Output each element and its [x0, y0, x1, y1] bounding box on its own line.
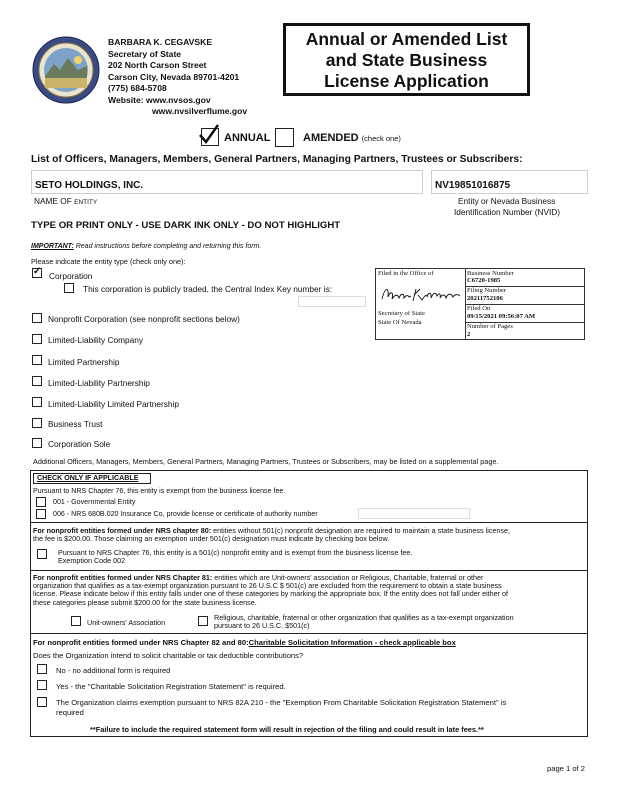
filed-on: 09/15/2021 09:56:07 AM	[467, 313, 536, 320]
sole-label: Corporation Sole	[48, 439, 111, 449]
filing-number: 20211752186	[467, 295, 503, 302]
nvid-label-2: Identification Number (NVID)	[454, 207, 561, 217]
list-heading: List of Officers, Managers, Members, General Partners, Managing Partners, Trustees or Subscribers:	[31, 154, 523, 165]
ch80-501c-checkbox[interactable]	[37, 549, 47, 559]
lp-checkbox[interactable]	[32, 355, 42, 365]
name-of-text: NAME OF	[34, 196, 72, 206]
ch82-heading-prefix: For nonprofit entities formed under NRS Chapter 82 and 80:	[33, 638, 249, 647]
ch81-text-3: license. Please indicate below if this entity falls under one of these categories by marking the appropriate box. If the entity does not fall under either of	[33, 589, 509, 599]
ch80-bold: For nonprofit entities formed under NRS chapter 80:	[33, 526, 212, 535]
llp-checkbox[interactable]	[32, 376, 42, 386]
ch82-heading	[33, 638, 456, 647]
llp-label: Limited-Liability Partnership	[48, 378, 150, 388]
corporation-checkbox[interactable]	[32, 268, 42, 278]
nonprofit-checkbox[interactable]	[32, 313, 42, 323]
pages-label: Number of Pages	[467, 323, 513, 330]
unit-owners-checkbox[interactable]	[71, 616, 81, 626]
stamp-state: State Of Nevada	[378, 319, 422, 326]
ch80-option	[58, 549, 578, 566]
religious-label	[214, 614, 584, 631]
entity-text: ENTITY	[74, 199, 98, 206]
ch82-exempt-checkbox[interactable]	[37, 697, 47, 707]
trust-label: Business Trust	[48, 419, 103, 429]
central-index-key-field[interactable]	[298, 296, 366, 307]
divider-ch81	[30, 570, 588, 571]
lllp-checkbox[interactable]	[32, 397, 42, 407]
annual-checkbox[interactable]	[201, 128, 219, 146]
ch82-exempt-line-1: The Organization claims exemption pursuant to NRS 82A 210 - the "Exemption From Charitable Solicitation Registration Statement" is	[56, 698, 507, 707]
religious-line-2: pursuant to 26 U.S.C. $501(c)	[214, 621, 310, 631]
ch82-exempt-label	[56, 698, 586, 717]
nvid-value: NV19851016875	[435, 180, 511, 191]
divider-ch80	[30, 522, 588, 523]
ch80-text-1: entities without 501(c) nonprofit designation are required to maintain a state business license,	[211, 526, 510, 535]
annual-label: ANNUAL	[224, 132, 271, 144]
amended-text: AMENDED	[303, 132, 359, 144]
ch82-heading-underlined: Charitable Solicitation Information - check applicable box	[248, 638, 456, 647]
amended-label	[303, 132, 401, 144]
sos-phone: (775) 684-5708	[108, 83, 167, 93]
governmental-checkbox[interactable]	[36, 497, 46, 507]
ch81-text-1: entities which are Unit-owners' association or Religious, Charitable, fraternal or other	[212, 573, 484, 582]
form-title-line-3: License Application	[324, 71, 489, 91]
sos-title: Secretary of State	[108, 49, 182, 59]
ch80-text-2: the fee is $200.00. Those claiming an exemption under 501(c) designation must indicate by checking box below.	[33, 534, 390, 544]
important-text: Read instructions before completing and returning this form.	[73, 243, 262, 250]
stamp-secretary: Secretary of State	[378, 310, 425, 317]
publicly-traded-label: This corporation is publicly traded, the Central Index Key number is:	[83, 284, 333, 294]
corporation-label: Corporation	[49, 271, 93, 281]
entity-name-value: SETO HOLDINGS, INC.	[35, 180, 144, 191]
filed-on-label: Filed On	[467, 305, 491, 312]
ch81-text-4: these categories please submit $200.00 for the state business license.	[33, 597, 257, 607]
sole-checkbox[interactable]	[32, 438, 42, 448]
form-title-line-1: Annual or Amended List	[305, 29, 508, 49]
stamp-filed-office: Filed in the Office of	[378, 270, 434, 277]
checkmark-icon	[197, 123, 221, 145]
ch82-yes-checkbox[interactable]	[37, 680, 47, 690]
nonprofit-label: Nonprofit Corporation (see nonprofit sections below)	[48, 314, 240, 324]
failure-note: **Failure to include the required statement form will result in rejection of the filing and could result in late fees.**	[90, 725, 484, 734]
ch80-option-line-2: Exemption Code 002	[58, 556, 126, 566]
governmental-label: 001 - Governmental Entity	[53, 498, 136, 506]
supplemental-note: Additional Officers, Managers, Members, General Partners, Managing Partners, Trustees or Subscribers, may be listed on a supplemental page.	[33, 457, 499, 466]
ch81-text	[33, 574, 585, 607]
page-number: page 1 of 2	[547, 764, 586, 773]
ch82-no-checkbox[interactable]	[37, 664, 47, 674]
business-number: C6720-1985	[467, 277, 501, 284]
lp-label: Limited Partnership	[48, 357, 120, 367]
publicly-traded-checkbox[interactable]	[64, 283, 74, 293]
sos-address-2: Carson City, Nevada 89701-4201	[108, 72, 240, 82]
entity-name-label	[34, 196, 97, 206]
form-title-box	[283, 23, 530, 96]
sos-address-1: 202 North Carson Street	[108, 60, 207, 70]
divider-ch82	[30, 633, 588, 634]
business-number-label: Business Number	[467, 270, 514, 277]
ch81-text-2: organization that qualifies as a tax-exempt organization pursuant to 26 U.S.C $ 501(c) are excluded from the requirement to obtain a state business	[33, 581, 502, 591]
insurance-license-field[interactable]	[358, 508, 470, 519]
insurance-label: 006 - NRS 680B.020 Insurance Co, provide license or certificate of authority number	[53, 510, 318, 518]
type-print-notice: TYPE OR PRINT ONLY - USE DARK INK ONLY - DO NOT HIGHLIGHT	[31, 220, 341, 231]
sos-name: BARBARA K. CEGAVSKE	[108, 37, 213, 47]
ch80-text	[33, 527, 585, 544]
religious-checkbox[interactable]	[198, 616, 208, 626]
ch82-exempt-line-2: required	[56, 707, 84, 717]
ch82-question: Does the Organization intend to solicit charitable or tax deductible contributions?	[33, 651, 304, 660]
ch82-no-label: No - no additional form is required	[56, 666, 171, 675]
important-line	[31, 243, 261, 250]
ch81-bold: For nonprofit entities formed under NRS Chapter 81:	[33, 573, 213, 582]
llc-checkbox[interactable]	[32, 334, 42, 344]
sos-website: Website: www.nvsos.gov	[108, 95, 211, 105]
trust-checkbox[interactable]	[32, 418, 42, 428]
ch80-option-line-1: Pursuant to NRS Chapter 76, this entity is a 501(c) nonprofit entity and is exempt from the business license fee.	[58, 548, 413, 557]
unit-owners-label: Unit-owners' Association	[87, 618, 166, 627]
important-prefix: IMPORTANT:	[31, 243, 74, 250]
lllp-label: Limited-Liability Limited Partnership	[48, 399, 179, 409]
signature-text	[380, 286, 431, 293]
nvid-label-1: Entity or Nevada Business	[458, 196, 556, 206]
check-one-text: (check one)	[361, 134, 401, 143]
amended-checkbox[interactable]	[275, 128, 294, 147]
filing-number-label: Filing Number	[467, 287, 507, 294]
pages-count: 2	[467, 331, 471, 338]
ch82-yes-label: Yes - the "Charitable Solicitation Registration Statement" is required.	[56, 682, 286, 691]
llc-label: Limited-Liability Company	[48, 335, 143, 345]
religious-line-1: Religious, charitable, fraternal or other organization that qualifies as a tax-exempt organization	[214, 613, 514, 622]
check-only-heading: CHECK ONLY IF APPLICABLE	[37, 474, 139, 482]
form-title-line-2: and State Business	[325, 50, 488, 70]
sos-website-2: www.nvsilverflume.gov	[152, 106, 248, 116]
insurance-checkbox[interactable]	[36, 509, 46, 519]
check-only-intro: Pursuant to NRS Chapter 76, this entity is exempt from the business license fee.	[33, 487, 286, 495]
state-seal	[32, 36, 100, 104]
entity-type-prompt: Please indicate the entity type (check only one):	[31, 257, 186, 266]
